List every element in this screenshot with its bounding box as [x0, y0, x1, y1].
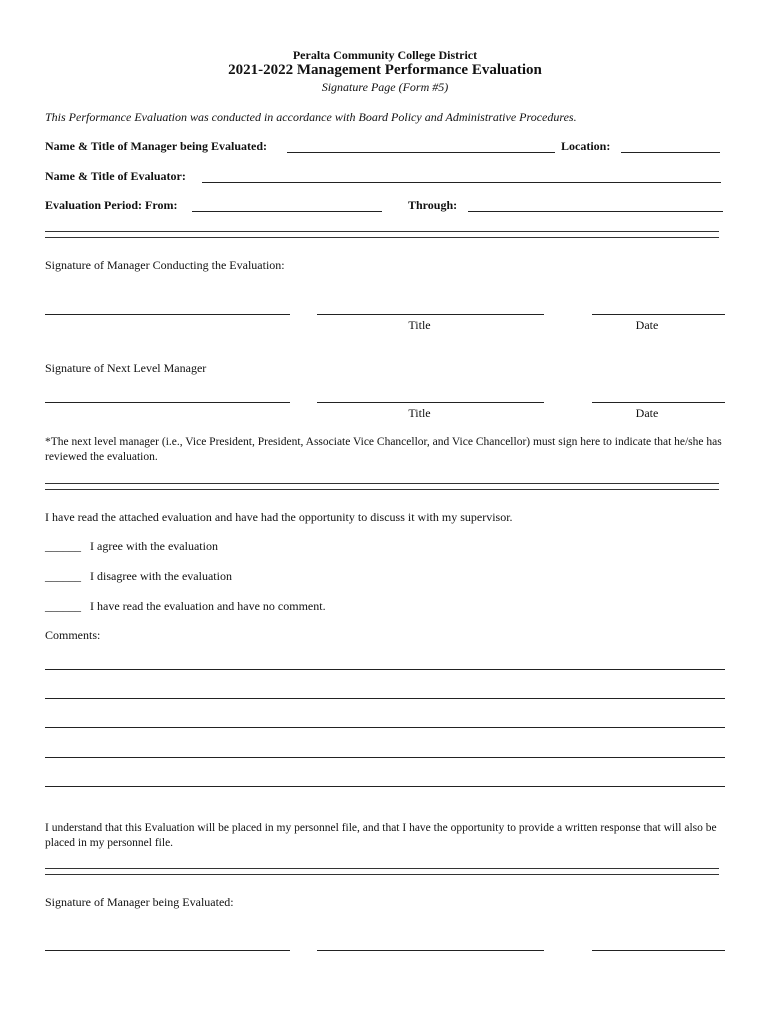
evaluated-manager-title-field[interactable] — [317, 950, 544, 951]
section-divider — [45, 483, 719, 490]
understand-statement: I understand that this Evaluation will be placed in my personnel file, and that I have the opportunity to provide a written response that will also be placed in my personnel file. — [45, 822, 717, 849]
evaluator-signature-label: Signature of Manager Conducting the Evaluation: — [45, 258, 285, 272]
option-label: I disagree with the evaluation — [90, 569, 232, 583]
next-manager-signature-label: Signature of Next Level Manager — [45, 361, 207, 375]
comment-line[interactable] — [45, 669, 725, 670]
manager-name-label: Name & Title of Manager being Evaluated: — [45, 139, 267, 153]
option-label: I agree with the evaluation — [90, 539, 218, 553]
district-name: Peralta Community College District — [292, 48, 478, 62]
option-label: I have read the evaluation and have no comment. — [90, 599, 326, 613]
evaluator-date-field[interactable] — [592, 314, 725, 315]
comment-line[interactable] — [45, 786, 725, 787]
comment-line[interactable] — [45, 727, 725, 728]
section-divider — [45, 231, 719, 238]
option-no-comment[interactable] — [45, 599, 326, 614]
period-through-label: Through: — [408, 198, 458, 212]
option-blank[interactable]: ______ — [45, 569, 81, 583]
evaluated-manager-signature-label: Signature of Manager being Evaluated: — [45, 895, 234, 909]
next-manager-signature-field[interactable] — [45, 402, 290, 403]
period-through-field[interactable] — [468, 211, 723, 212]
location-field[interactable] — [621, 152, 720, 153]
evaluator-title-caption: Title — [408, 318, 431, 332]
evaluator-date-caption: Date — [635, 318, 659, 332]
option-blank[interactable]: ______ — [45, 539, 81, 553]
evaluated-manager-date-field[interactable] — [592, 950, 725, 951]
next-manager-note: *The next level manager (i.e., Vice President, President, Associate Vice Chancellor, and Vice Chancellor) must sign here to indicate that he/she has reviewed the evaluation. — [45, 436, 722, 463]
option-agree[interactable] — [45, 539, 218, 554]
comment-line[interactable] — [45, 757, 725, 758]
comment-line[interactable] — [45, 698, 725, 699]
manager-name-field[interactable] — [287, 152, 555, 153]
evaluator-title-field[interactable] — [317, 314, 544, 315]
acknowledge-statement: I have read the attached evaluation and have had the opportunity to discuss it with my supervisor. — [45, 510, 513, 524]
section-divider — [45, 868, 719, 875]
next-manager-date-field[interactable] — [592, 402, 725, 403]
page-subtitle: Signature Page (Form #5) — [321, 80, 449, 94]
page-title: 2021-2022 Management Performance Evaluation — [228, 62, 542, 78]
period-from-label: Evaluation Period: From: — [45, 198, 178, 212]
option-disagree[interactable] — [45, 569, 232, 584]
next-manager-date-caption: Date — [635, 406, 659, 420]
evaluator-name-label: Name & Title of Evaluator: — [45, 169, 186, 183]
intro-text: This Performance Evaluation was conducted in accordance with Board Policy and Administrative Procedures. — [45, 110, 577, 124]
evaluator-signature-field[interactable] — [45, 314, 290, 315]
location-label: Location: — [561, 139, 611, 153]
next-manager-title-caption: Title — [408, 406, 431, 420]
option-blank[interactable]: ______ — [45, 599, 81, 613]
next-manager-title-field[interactable] — [317, 402, 544, 403]
comments-label: Comments: — [45, 628, 101, 642]
evaluated-manager-signature-field[interactable] — [45, 950, 290, 951]
period-from-field[interactable] — [192, 211, 382, 212]
evaluator-name-field[interactable] — [202, 182, 721, 183]
